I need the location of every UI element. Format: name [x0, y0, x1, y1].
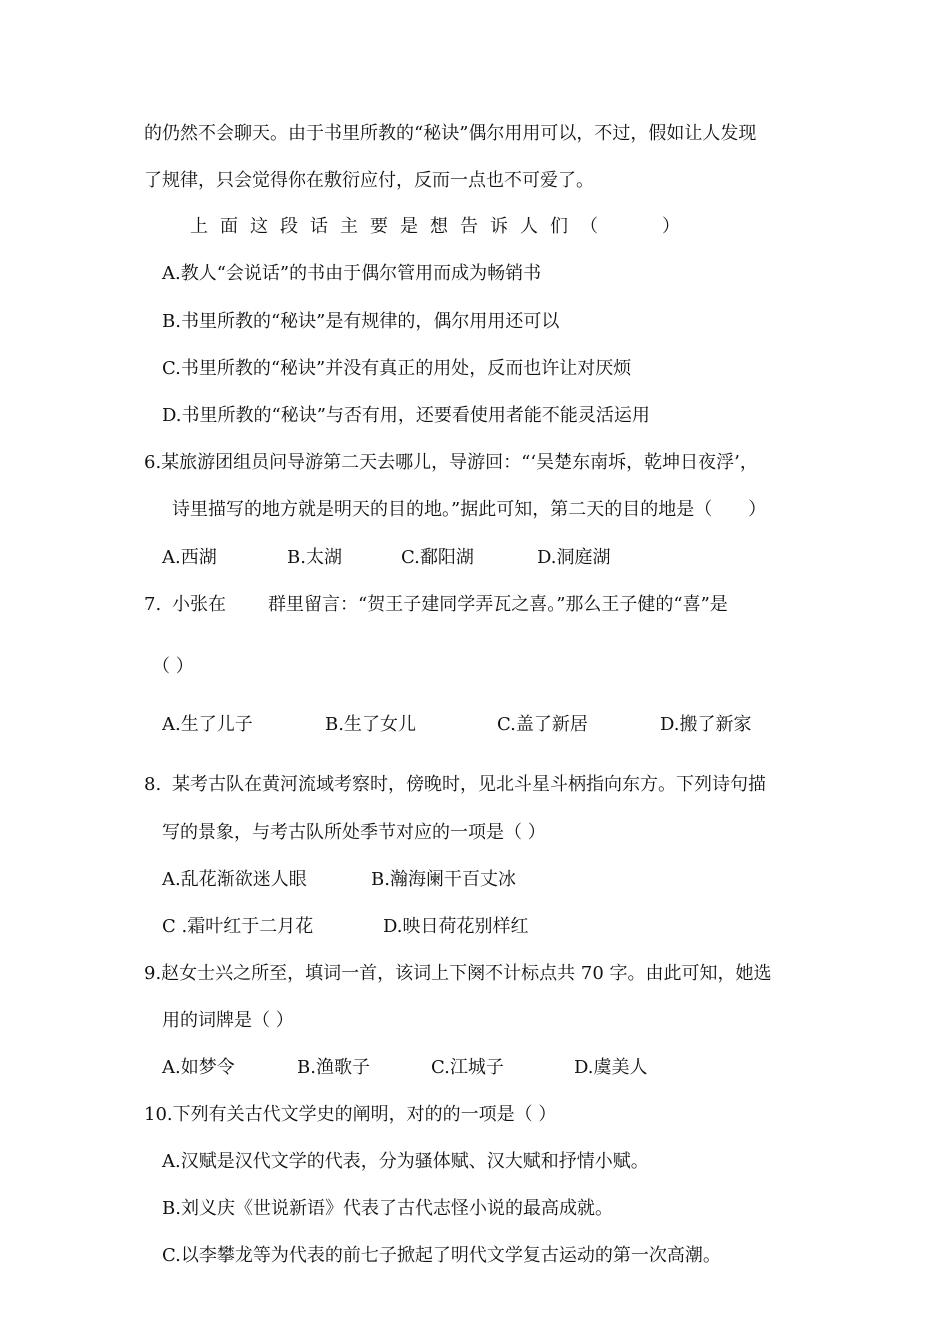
q5-option-b: B.书里所教的“秘诀”是有规律的，偶尔用用还可以: [162, 311, 560, 332]
q7-stem-part1: 小张在: [172, 594, 226, 615]
q10-option-b: B.刘义庆《世说新语》代表了古代志怪小说的最高成就。: [162, 1198, 613, 1219]
q9-stem-line1: 9.赵女士兴之所至，填词一首，该词上下阕不计标点共 70 字。由此可知，她选: [144, 963, 772, 984]
q10-option-c: C.以李攀龙等为代表的前七子掀起了明代文学复古运动的第一次高潮。: [162, 1245, 721, 1266]
q10-option-a: A.汉赋是汉代文学的代表，分为骚体赋、汉大赋和抒情小赋。: [162, 1151, 649, 1172]
q8-option-b: B.瀚海阑干百丈冰: [371, 869, 516, 890]
q5-continuation-line2: 了规律，只会觉得你在敷衍应付，反而一点也不可爱了。: [144, 170, 594, 191]
q6-option-b: B.太湖: [287, 547, 342, 568]
q7-number: 7.: [144, 594, 162, 615]
q8-stem-line1: 某考古队在黄河流域考察时，傍晚时，见北斗星斗柄指向东方。下列诗句描: [172, 774, 766, 795]
q9-option-d: D.虞美人: [574, 1057, 648, 1078]
q5-stem-text: 上面这段话主要是想告诉人们（: [190, 216, 610, 237]
q6-option-d: D.洞庭湖: [537, 547, 611, 568]
q5-continuation-line1: 的仍然不会聊天。由于书里所教的“秘诀”偶尔用用可以，不过，假如让人发现: [144, 123, 757, 144]
q8-option-c: C .霜叶红于二月花: [162, 916, 314, 937]
q7-answer-paren: （ ）: [152, 656, 194, 677]
q9-option-a: A.如梦令: [162, 1057, 235, 1078]
q9-option-c: C.江城子: [431, 1057, 504, 1078]
q5-option-c: C.书里所教的“秘诀”并没有真正的用处，反而也许让对厌烦: [162, 358, 632, 379]
q6-option-a: A.西湖: [162, 547, 217, 568]
q6-stem-line1: 6.某旅游团组员问导游第二天去哪儿，导游回：“‘吴楚东南坼，乾坤日夜浮’，: [144, 452, 758, 473]
q8-stem-line2: 写的景象，与考古队所处季节对应的一项是（ ）: [162, 822, 546, 843]
q10-stem: 10.下列有关古代文学史的阐明，对的的一项是（ ）: [144, 1104, 557, 1125]
q5-option-d: D.书里所教的“秘诀”与否有用，还要看使用者能不能灵活运用: [162, 405, 650, 426]
q7-option-c: C.盖了新居: [497, 714, 588, 735]
q7-option-a: A.生了儿子: [162, 714, 253, 735]
q7-option-d: D.搬了新家: [660, 714, 752, 735]
q8-option-a: A.乱花渐欲迷人眼: [162, 869, 307, 890]
q9-option-b: B.渔歌子: [297, 1057, 370, 1078]
q6-stem-line2: 诗里描写的地方就是明天的目的地。”据此可知，第二天的目的地是（ ）: [172, 499, 767, 520]
q8-number: 8.: [144, 774, 162, 795]
q8-option-d: D.映日荷花别样红: [383, 916, 529, 937]
q7-option-b: B.生了女儿: [325, 714, 416, 735]
q5-option-a: A.教人“会说话”的书由于偶尔管用而成为畅销书: [162, 263, 542, 284]
q9-stem-line2: 用的词牌是（ ）: [162, 1010, 294, 1031]
q7-stem-part2: 群里留言：“贺王子建同学弄瓦之喜。”那么王子健的“喜”是: [268, 594, 728, 615]
q5-stem-close: ）: [662, 216, 680, 237]
q6-option-c: C.鄱阳湖: [401, 547, 474, 568]
